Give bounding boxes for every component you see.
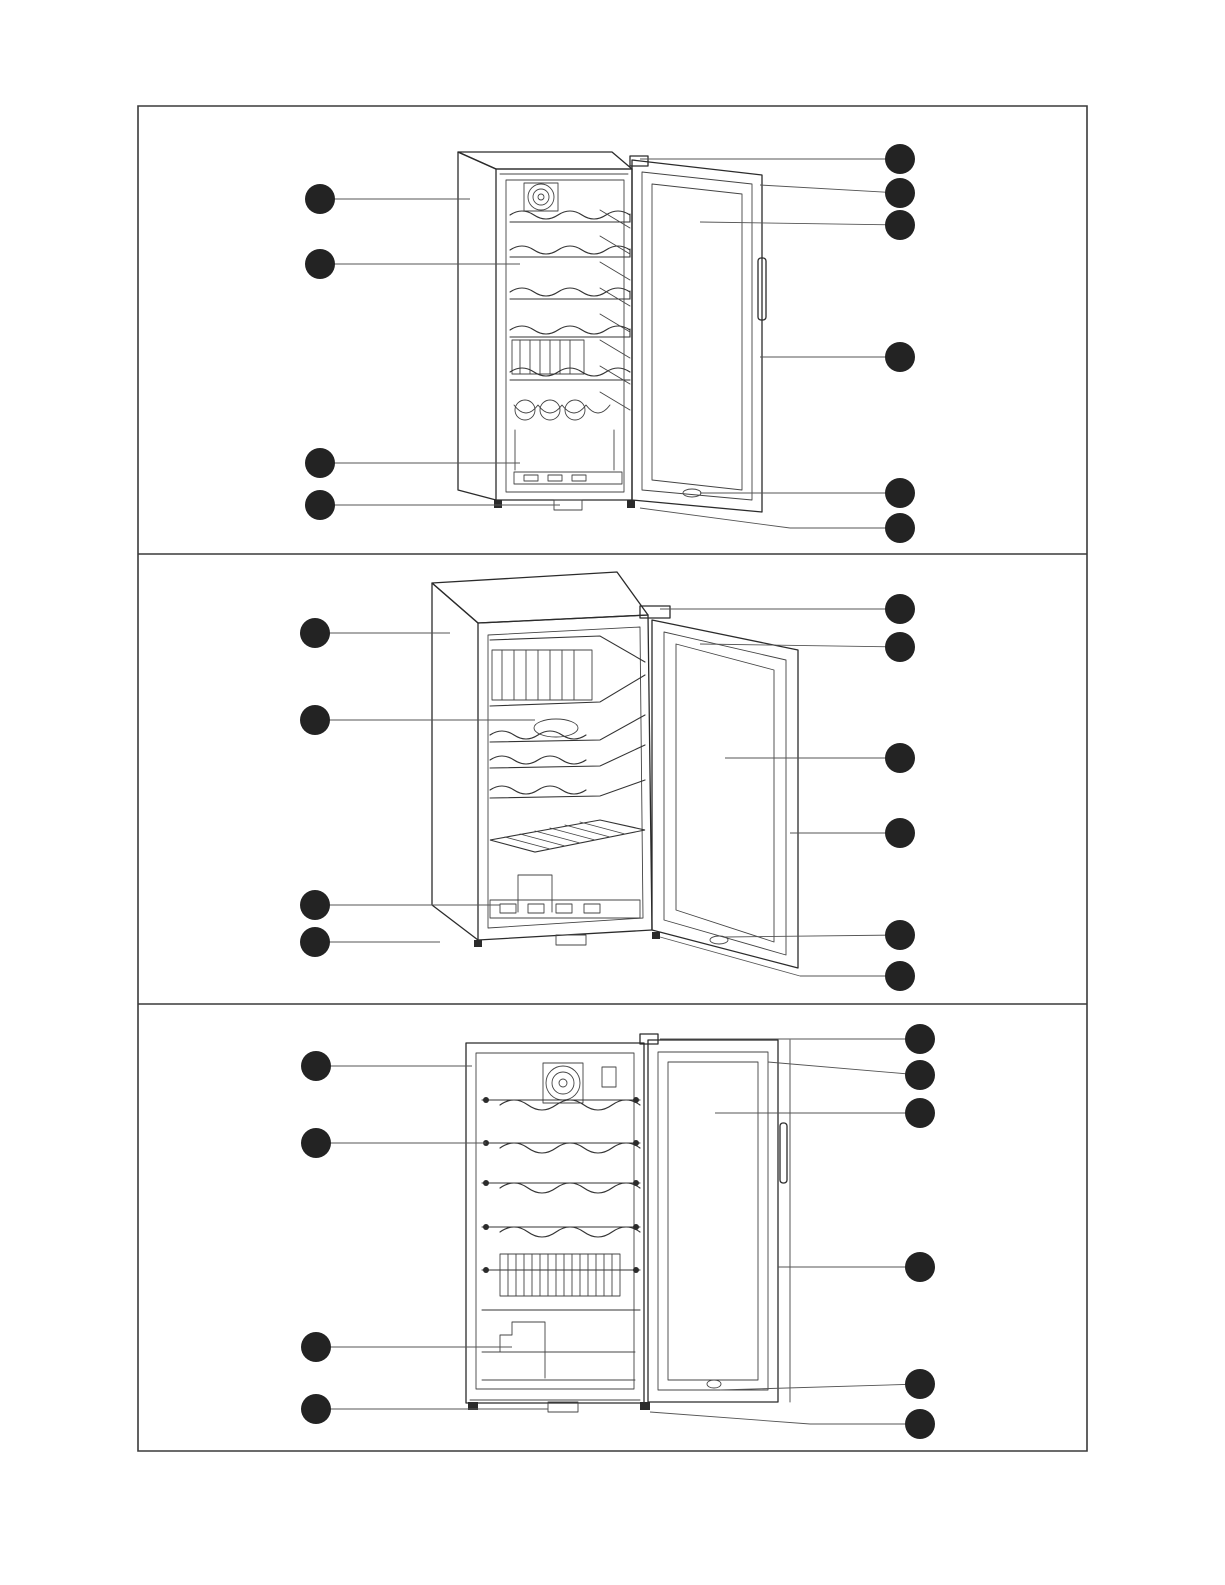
callout-badge <box>885 961 915 991</box>
callout-badge <box>885 210 915 240</box>
panel-1-tall-angled-cooler <box>305 144 915 543</box>
wine-shelves <box>510 210 630 410</box>
callout-badge <box>301 1332 331 1362</box>
cabinet-body <box>432 572 652 940</box>
panel-3-front-view-cooler <box>301 1024 935 1439</box>
callout-badge <box>885 513 915 543</box>
callout-badge <box>905 1409 935 1439</box>
panel-2-callouts-right <box>660 594 915 991</box>
callout-badge <box>905 1024 935 1054</box>
bottom-tray <box>490 875 640 918</box>
bottom-tray <box>514 472 622 484</box>
callout-badge <box>300 618 330 648</box>
callout-badge <box>301 1394 331 1424</box>
panel-3-callouts-right <box>650 1024 935 1439</box>
callout-badge <box>905 1060 935 1090</box>
glass-door <box>640 606 798 968</box>
callout-badge <box>905 1369 935 1399</box>
callout-badge <box>300 890 330 920</box>
callout-badge <box>885 632 915 662</box>
wine-shelves <box>482 1097 640 1273</box>
panel-1-callouts-left <box>305 184 560 520</box>
glass-door <box>630 156 766 512</box>
wine-shelves <box>490 715 645 798</box>
callout-badge <box>885 920 915 950</box>
cabinet-body <box>466 1043 644 1403</box>
fan-icon <box>543 1063 616 1103</box>
basket-shelf <box>482 1254 640 1310</box>
wire-shelf <box>490 820 645 852</box>
panel-2-wide-angled-cooler <box>300 572 915 991</box>
callout-badge <box>885 478 915 508</box>
callout-badge <box>301 1051 331 1081</box>
panel-3-callouts-left <box>301 1051 548 1424</box>
basket-shelf <box>490 636 645 706</box>
glass-door <box>640 1034 790 1402</box>
callout-badge <box>305 490 335 520</box>
callout-badge <box>885 178 915 208</box>
bottom-bottle-rack <box>514 400 614 470</box>
callout-badge <box>905 1098 935 1128</box>
callout-badge <box>305 184 335 214</box>
callout-badge <box>885 342 915 372</box>
callout-badge <box>885 743 915 773</box>
callout-badge <box>885 818 915 848</box>
callout-badge <box>301 1128 331 1158</box>
callout-badge <box>305 249 335 279</box>
callout-badge <box>905 1252 935 1282</box>
diagram-frame <box>138 106 1087 1451</box>
callout-badge <box>300 927 330 957</box>
callout-badge <box>885 144 915 174</box>
callout-badge <box>885 594 915 624</box>
callout-badge <box>300 705 330 735</box>
callout-badge <box>305 448 335 478</box>
fan-icon <box>524 183 558 211</box>
bottom-tray <box>482 1322 635 1380</box>
